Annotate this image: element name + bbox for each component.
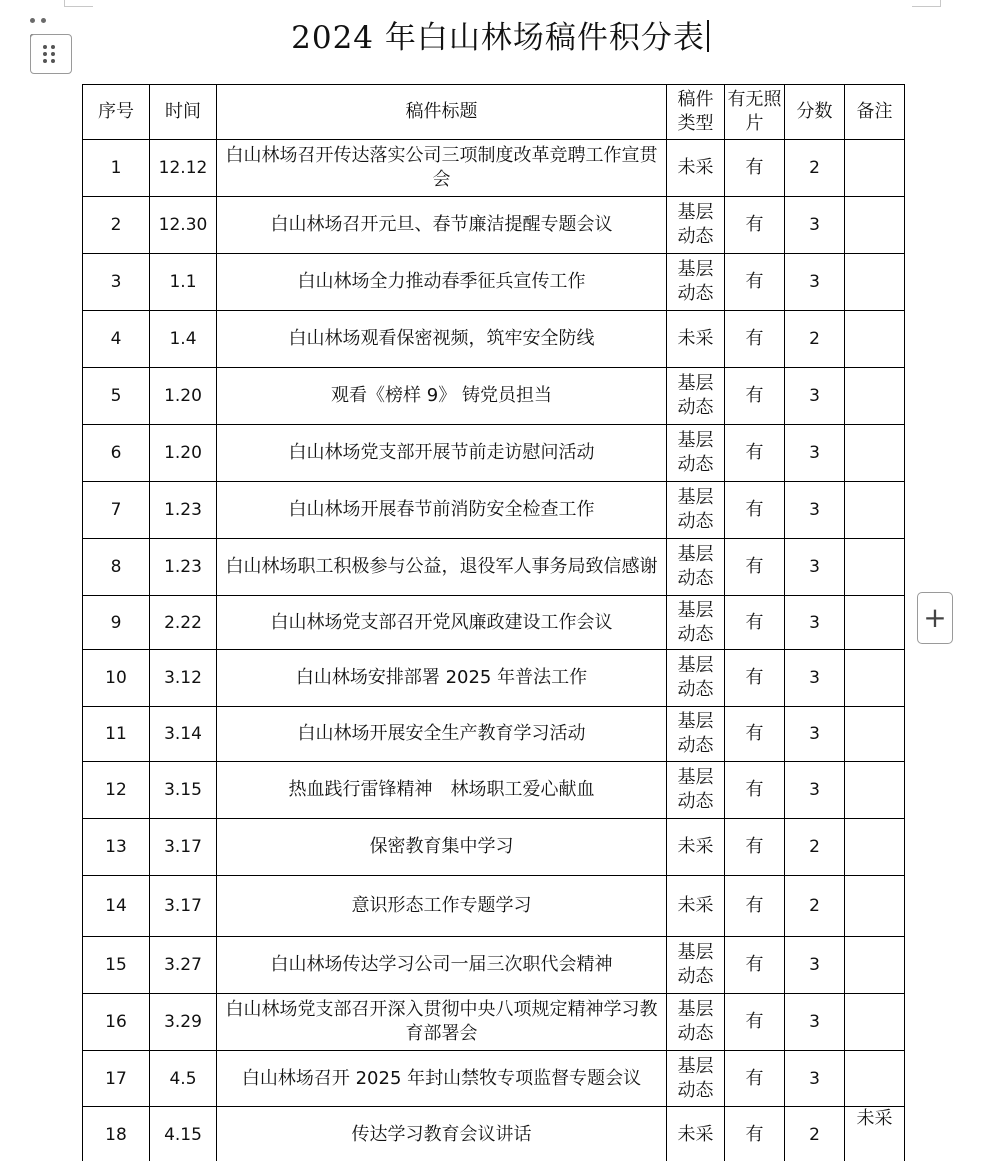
cell-index[interactable]: 18 <box>83 1107 150 1161</box>
table-row <box>83 1107 905 1161</box>
cell-title[interactable]: 白山林场党支部开展节前走访慰问活动 <box>217 425 667 482</box>
cell-time[interactable]: 1.4 <box>150 311 217 368</box>
cell-index[interactable]: 12 <box>83 762 150 819</box>
cell-remark[interactable] <box>845 254 905 311</box>
cell-type[interactable]: 基层动态 <box>667 994 725 1051</box>
cell-photo[interactable]: 有 <box>725 994 785 1051</box>
header-type: 稿件类型 <box>667 85 725 140</box>
table-row <box>83 994 905 1051</box>
cell-title[interactable]: 白山林场召开元旦、春节廉洁提醒专题会议 <box>217 197 667 254</box>
cell-remark[interactable] <box>845 762 905 819</box>
page-corner-mark-right <box>912 0 941 7</box>
cell-type[interactable]: 基层动态 <box>667 197 725 254</box>
cell-remark[interactable] <box>845 994 905 1051</box>
add-row-button[interactable] <box>917 592 953 644</box>
cell-title[interactable]: 白山林场职工积极参与公益，退役军人事务局致信感谢 <box>217 539 667 596</box>
cell-index[interactable]: 17 <box>83 1051 150 1107</box>
table-row <box>83 1051 905 1107</box>
cell-remark[interactable] <box>845 650 905 707</box>
cell-index[interactable]: 9 <box>83 596 150 650</box>
page-corner-mark-left <box>64 0 93 7</box>
cell-remark[interactable] <box>845 482 905 539</box>
plus-icon: + <box>923 601 947 634</box>
cell-remark[interactable]: 未采 <box>845 1107 905 1161</box>
cell-time[interactable]: 1.1 <box>150 254 217 311</box>
cell-type[interactable]: 基层动态 <box>667 707 725 762</box>
cell-time[interactable]: 1.23 <box>150 539 217 596</box>
cell-title[interactable]: 意识形态工作专题学习 <box>217 876 667 937</box>
table-row <box>83 482 905 539</box>
cell-title[interactable]: 白山林场全力推动春季征兵宣传工作 <box>217 254 667 311</box>
cell-type[interactable]: 基层动态 <box>667 1051 725 1107</box>
cell-remark[interactable] <box>845 368 905 425</box>
cell-index[interactable]: 1 <box>83 140 150 197</box>
cell-photo[interactable]: 有 <box>725 254 785 311</box>
cell-remark[interactable] <box>845 539 905 596</box>
table-row <box>83 197 905 254</box>
cell-time[interactable]: 3.14 <box>150 707 217 762</box>
cell-photo[interactable]: 有 <box>725 762 785 819</box>
cell-time[interactable]: 2.22 <box>150 596 217 650</box>
cell-photo[interactable]: 有 <box>725 482 785 539</box>
cell-time[interactable]: 1.20 <box>150 368 217 425</box>
table-row <box>83 368 905 425</box>
cell-type[interactable]: 基层动态 <box>667 937 725 994</box>
table-row <box>83 650 905 707</box>
cell-time[interactable]: 4.5 <box>150 1051 217 1107</box>
cell-remark[interactable] <box>845 596 905 650</box>
cell-remark[interactable] <box>845 819 905 876</box>
cell-photo[interactable]: 有 <box>725 707 785 762</box>
cell-type[interactable]: 基层动态 <box>667 539 725 596</box>
document-title[interactable] <box>0 12 1000 57</box>
table-row <box>83 311 905 368</box>
cell-remark[interactable] <box>845 1051 905 1107</box>
cell-remark[interactable] <box>845 140 905 197</box>
cell-index[interactable]: 2 <box>83 197 150 254</box>
cell-time[interactable]: 1.20 <box>150 425 217 482</box>
cell-photo[interactable]: 有 <box>725 1107 785 1161</box>
cell-index[interactable]: 7 <box>83 482 150 539</box>
cell-time[interactable]: 12.12 <box>150 140 217 197</box>
table-row <box>83 425 905 482</box>
cell-type[interactable]: 未采 <box>667 819 725 876</box>
cell-type[interactable]: 未采 <box>667 140 725 197</box>
cell-index[interactable]: 15 <box>83 937 150 994</box>
cell-type[interactable]: 基层动态 <box>667 596 725 650</box>
cell-photo[interactable]: 有 <box>725 311 785 368</box>
cell-index[interactable]: 16 <box>83 994 150 1051</box>
cell-type[interactable]: 未采 <box>667 311 725 368</box>
cell-title[interactable]: 白山林场开展春节前消防安全检查工作 <box>217 482 667 539</box>
header-title: 稿件标题 <box>217 85 667 140</box>
cell-time[interactable]: 12.30 <box>150 197 217 254</box>
cell-type[interactable]: 基层动态 <box>667 425 725 482</box>
cell-score[interactable]: 3 <box>785 994 845 1051</box>
cell-remark[interactable] <box>845 197 905 254</box>
cell-photo[interactable]: 有 <box>725 368 785 425</box>
cell-title[interactable]: 保密教育集中学习 <box>217 819 667 876</box>
cell-index[interactable]: 11 <box>83 707 150 762</box>
cell-photo[interactable]: 有 <box>725 596 785 650</box>
cell-time[interactable]: 3.29 <box>150 994 217 1051</box>
cell-title[interactable]: 白山林场党支部召开深入贯彻中央八项规定精神学习教育部署会 <box>217 994 667 1051</box>
cell-time[interactable]: 3.27 <box>150 937 217 994</box>
cell-score[interactable]: 3 <box>785 707 845 762</box>
cell-title[interactable]: 观看《榜样 9》 铸党员担当 <box>217 368 667 425</box>
header-score: 分数 <box>785 85 845 140</box>
cell-score[interactable]: 2 <box>785 819 845 876</box>
cell-photo[interactable]: 有 <box>725 140 785 197</box>
cell-score[interactable]: 2 <box>785 876 845 937</box>
cell-title[interactable]: 白山林场党支部召开党风廉政建设工作会议 <box>217 596 667 650</box>
cell-title[interactable]: 传达学习教育会议讲话 <box>217 1107 667 1161</box>
cell-score[interactable]: 3 <box>785 197 845 254</box>
cell-score[interactable]: 2 <box>785 140 845 197</box>
cell-score[interactable]: 3 <box>785 937 845 994</box>
cell-score[interactable]: 3 <box>785 539 845 596</box>
table-row <box>83 819 905 876</box>
cell-title[interactable]: 热血践行雷锋精神 林场职工爱心献血 <box>217 762 667 819</box>
cell-time[interactable]: 3.17 <box>150 819 217 876</box>
table-row <box>83 140 905 197</box>
cell-score[interactable]: 3 <box>785 368 845 425</box>
header-index: 序号 <box>83 85 150 140</box>
cell-photo[interactable]: 有 <box>725 937 785 994</box>
cell-photo[interactable]: 有 <box>725 539 785 596</box>
cell-remark[interactable] <box>845 876 905 937</box>
cell-score[interactable]: 3 <box>785 762 845 819</box>
cell-time[interactable]: 3.15 <box>150 762 217 819</box>
cell-index[interactable]: 3 <box>83 254 150 311</box>
cell-title[interactable]: 白山林场安排部署 2025 年普法工作 <box>217 650 667 707</box>
cell-score[interactable]: 3 <box>785 1051 845 1107</box>
cell-type[interactable]: 基层动态 <box>667 254 725 311</box>
cell-title[interactable]: 白山林场召开 2025 年封山禁牧专项监督专题会议 <box>217 1051 667 1107</box>
cell-score[interactable]: 2 <box>785 1107 845 1161</box>
cell-index[interactable]: 6 <box>83 425 150 482</box>
cell-photo[interactable]: 有 <box>725 819 785 876</box>
table-row <box>83 596 905 650</box>
cell-photo[interactable]: 有 <box>725 197 785 254</box>
cell-photo[interactable]: 有 <box>725 876 785 937</box>
table-row <box>83 937 905 994</box>
table-row <box>83 539 905 596</box>
table-row <box>83 762 905 819</box>
cell-time[interactable]: 3.17 <box>150 876 217 937</box>
text-cursor <box>707 20 709 52</box>
cell-type[interactable]: 基层动态 <box>667 650 725 707</box>
score-table <box>82 84 905 1161</box>
cell-score[interactable]: 3 <box>785 650 845 707</box>
table-row <box>83 254 905 311</box>
cell-remark[interactable] <box>845 311 905 368</box>
cell-title[interactable]: 白山林场召开传达落实公司三项制度改革竞聘工作宣贯会 <box>217 140 667 197</box>
cell-time[interactable]: 3.12 <box>150 650 217 707</box>
cell-index[interactable]: 8 <box>83 539 150 596</box>
cell-index[interactable]: 14 <box>83 876 150 937</box>
header-remark: 备注 <box>845 85 905 140</box>
cell-type[interactable]: 未采 <box>667 1107 725 1161</box>
header-photo: 有无照片 <box>725 85 785 140</box>
cell-time[interactable]: 1.23 <box>150 482 217 539</box>
cell-type[interactable]: 基层动态 <box>667 368 725 425</box>
cell-title[interactable]: 白山林场开展安全生产教育学习活动 <box>217 707 667 762</box>
table-row <box>83 707 905 762</box>
cell-type[interactable]: 基层动态 <box>667 482 725 539</box>
cell-remark[interactable] <box>845 707 905 762</box>
cell-score[interactable]: 3 <box>785 596 845 650</box>
cell-photo[interactable]: 有 <box>725 1051 785 1107</box>
header-time: 时间 <box>150 85 217 140</box>
cell-remark[interactable] <box>845 425 905 482</box>
table-body <box>83 140 905 1161</box>
cell-score[interactable]: 3 <box>785 425 845 482</box>
cell-photo[interactable]: 有 <box>725 425 785 482</box>
cell-score[interactable]: 3 <box>785 482 845 539</box>
cell-index[interactable]: 4 <box>83 311 150 368</box>
cell-type[interactable]: 基层动态 <box>667 762 725 819</box>
cell-index[interactable]: 5 <box>83 368 150 425</box>
cell-type[interactable]: 未采 <box>667 876 725 937</box>
cell-index[interactable]: 13 <box>83 819 150 876</box>
cell-remark[interactable] <box>845 937 905 994</box>
cell-photo[interactable]: 有 <box>725 650 785 707</box>
cell-score[interactable]: 3 <box>785 254 845 311</box>
document-title-text: 2024 年白山林场稿件积分表 <box>291 20 705 56</box>
cell-title[interactable]: 白山林场传达学习公司一届三次职代会精神 <box>217 937 667 994</box>
cell-title[interactable]: 白山林场观看保密视频，筑牢安全防线 <box>217 311 667 368</box>
table-header-row <box>83 85 905 140</box>
cell-index[interactable]: 10 <box>83 650 150 707</box>
cell-score[interactable]: 2 <box>785 311 845 368</box>
table-row <box>83 876 905 937</box>
cell-time[interactable]: 4.15 <box>150 1107 217 1161</box>
